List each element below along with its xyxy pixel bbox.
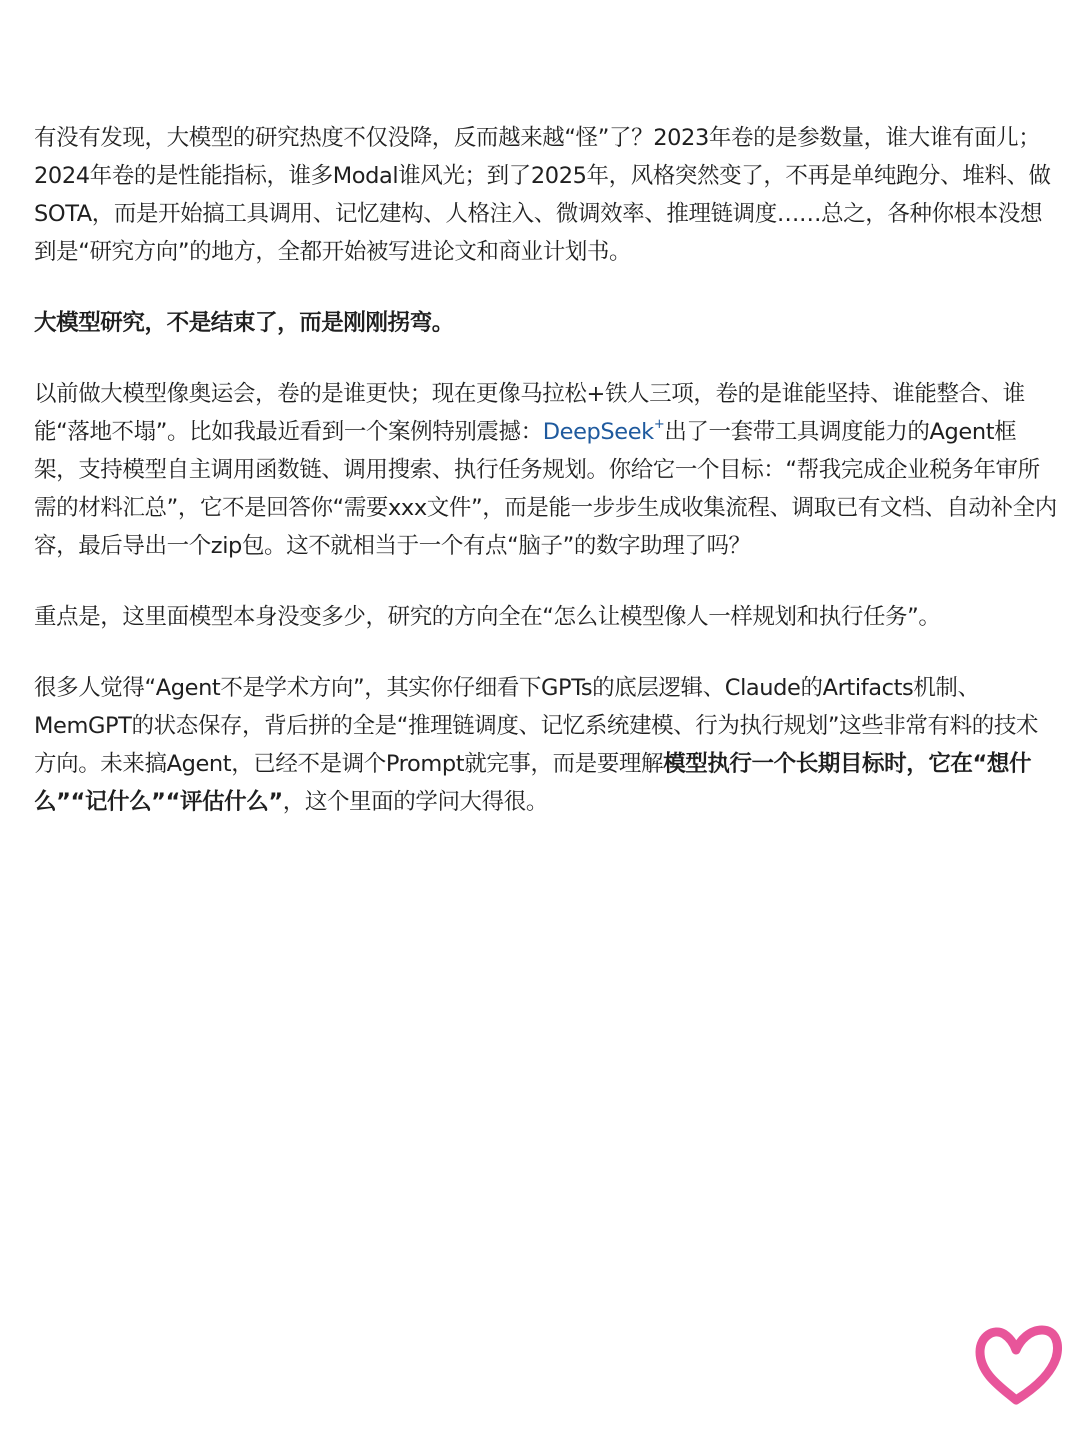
heart-icon [972, 1322, 1064, 1408]
paragraph-1: 有没有发现，大模型的研究热度不仅没降，反而越来越“怪”了？2023年卷的是参数量，谁大谁有面儿；2024年卷的是性能指标，谁多Modal谁风光；到了2025年，风格突然变了，不再是单纯跑分、堆料、做SOTA，而是开始搞工具调用、记忆建构、人格注入、微调效率、推理链调度……总之，各种你根本没想到是“研究方向”的地方，全都开始被写进论文和商业计划书。 [34, 125, 1051, 265]
paragraph-4: 重点是，这里面模型本身没变多少，研究的方向全在“怎么让模型像人一样规划和执行任务”。 [34, 604, 941, 630]
paragraph-3-text-after: 出了一套带工具调度能力的Agent框架，支持模型自主调用函数链、调用搜索、执行任务规划。你给它一个目标：“帮我完成企业税务年审所需的材料汇总”，它不是回答你“需要xxx文件”，而是能一步步生成收集流程、调取已有文档、自动补全内容，最后导出一个zip包。这不就相当于一个有点“脑子”的数字助理了吗？ [34, 419, 1057, 559]
paragraph-5-text-after: ，这个里面的学问大得很。 [282, 789, 548, 815]
paragraph-3 [34, 375, 1058, 565]
deepseek-link[interactable] [542, 416, 665, 445]
article-body [34, 119, 1058, 854]
paragraph-3-text-before: 以前做大模型像奥运会，卷的是谁更快；现在更像马拉松+铁人三项，卷的是谁能坚持、谁能整合、谁能“落地不塌”。比如我最近看到一个案例特别震撼： [34, 381, 1025, 445]
paragraph-5 [34, 669, 1058, 821]
paragraph-5-bold-text: 模型执行一个长期目标时，它在“想什么”“记什么”“评估什么” [34, 751, 1032, 815]
deepseek-link-label[interactable]: DeepSeek [542, 419, 654, 445]
link-marker: + [653, 416, 665, 432]
paragraph-2-heading: 大模型研究，不是结束了，而是刚刚拐弯。 [34, 310, 454, 336]
paragraph-5-text-before: 很多人觉得“Agent不是学术方向”，其实你仔细看下GPTs的底层逻辑、Claude的Artifacts机制、MemGPT的状态保存，背后拼的全是“推理链调度、记忆系统建模、行为执行规划”这些非常有料的技术方向。未来搞Agent，已经不是调个Prompt就完事，而是要理解 [34, 675, 1039, 777]
